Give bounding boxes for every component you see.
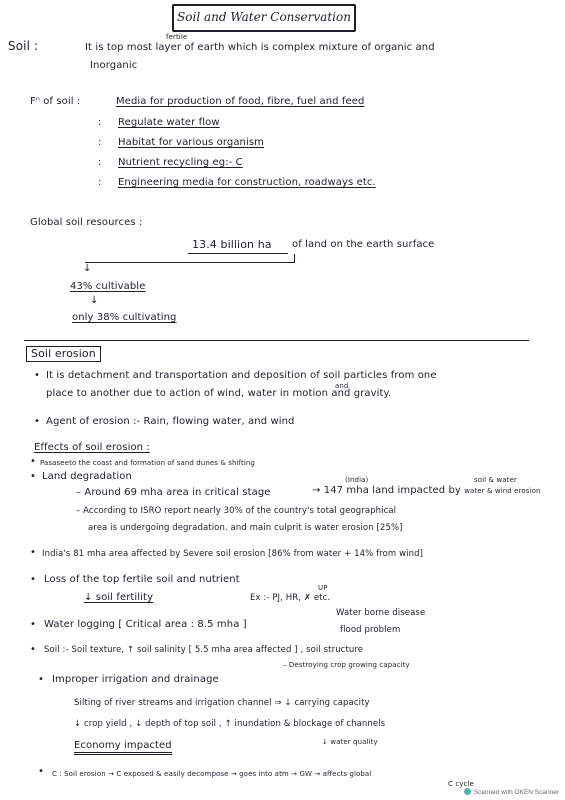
tree-branch-line (85, 262, 295, 263)
scanner-watermark (464, 788, 559, 796)
bullet-icon: • (34, 416, 40, 427)
effect-india-81mha: India's 81 mha area affected by Severe soil erosion [86% from water + 14% from wind] (42, 549, 423, 559)
function-item-3: Habitat for various organism (118, 137, 265, 148)
fertile-insert: fertile (166, 33, 188, 41)
bullet-icon: • (38, 674, 44, 685)
scanner-logo-icon (464, 788, 471, 795)
bullet-icon: • (30, 619, 36, 630)
effect-land-degradation: Land degradation (42, 471, 132, 482)
bullet-icon: • (30, 471, 36, 482)
effect-soil-fertility: ↓ soil fertility (84, 592, 154, 603)
bullet-icon: • (30, 644, 36, 655)
tree-stem-line (294, 254, 295, 263)
function-bullet: : (98, 177, 102, 188)
bullet-icon: • (30, 456, 36, 467)
bullet-icon: • (38, 766, 44, 777)
effect-critical-stage: – Around 69 mha area in critical stage (76, 487, 271, 498)
effect-water-borne: Water borne disease (336, 608, 426, 618)
effect-soil-texture: Soil :- Soil texture, ↑ soil salinity [ 5.5 mha area affected ] , soil structure (44, 645, 364, 655)
global-total-rest: of land on the earth surface (292, 239, 435, 250)
scanner-watermark-text: Scanned with OKEN Scanner (473, 789, 559, 796)
soil-definition-line-1 (85, 42, 435, 54)
down-arrow-icon: ↓ (90, 295, 99, 306)
global-cultivable: 43% cultivable (70, 281, 146, 292)
effect-isro-line-1: – According to ISRO report nearly 30% of the country's total geographical (76, 506, 397, 516)
function-item-4: Nutrient recycling eg:- C (118, 157, 243, 168)
function-bullet: : (98, 117, 102, 128)
india-insert: (India) (345, 476, 369, 484)
impacted-tail: water & wind erosion (464, 487, 541, 495)
effect-crop-capacity: – Destroying crop growing capacity (283, 661, 410, 669)
effect-crop-yield: ↓ crop yield , ↓ depth of top soil , ↑ inundation & blockage of channels (74, 719, 386, 729)
effect-water-quality: ↓ water quality (322, 738, 378, 746)
bullet-icon: • (30, 574, 36, 585)
effect-isro-line-2: area is undergoing degradation. and main culprit is water erosion [25%] (88, 523, 403, 533)
effect-coast: Pasaseeto the coast and formation of sand dunes & shifting (40, 459, 255, 467)
function-item-1: Media for production of food, fibre, fuel and feed (116, 96, 365, 107)
global-total: 13.4 billion ha (192, 238, 272, 251)
effect-improper-irrigation: Improper irrigation and drainage (52, 674, 219, 685)
function-bullet: : (98, 137, 102, 148)
erosion-definition-line-1: It is detachment and transportation and deposition of soil particles from one (46, 370, 437, 381)
effects-heading: Effects of soil erosion : (34, 442, 150, 453)
erosion-heading: Soil erosion (26, 346, 101, 362)
effect-carbon-cycle: C : Soil erosion → C exposed & easily decompose → goes into atm → GW → affects global (52, 770, 372, 778)
effect-flood: flood problem (340, 625, 401, 635)
functions-label: Fⁿ of soil : (30, 96, 81, 107)
soil-definition-line-2: Inorganic (90, 60, 138, 71)
above-and-insert: and (335, 382, 349, 390)
function-item-2: Regulate water flow (118, 117, 220, 128)
global-cultivating: only 38% cultivating (72, 312, 177, 323)
down-arrow-icon: ↓ (83, 263, 92, 274)
page-title: Soil and Water Conservation (172, 4, 356, 32)
effect-example-states: Ex :- PJ, HR, ✗ etc. (250, 593, 331, 603)
function-item-5: Engineering media for construction, roadways etc. (118, 177, 376, 188)
effect-loss-topsoil: Loss of the top fertile soil and nutrient (44, 574, 240, 585)
soil-definition-rest: layer of earth which is complex mixture of organic and (155, 42, 435, 53)
global-heading: Global soil resources : (30, 217, 143, 228)
erosion-definition-line-2: place to another due to action of wind, water in motion and gravity. (46, 388, 392, 399)
effect-silting: Silting of river streams and irrigation channel ⇒ ↓ carrying capacity (74, 698, 370, 708)
section-divider (24, 340, 529, 341)
function-bullet: : (98, 157, 102, 168)
up-insert: UP (318, 584, 328, 592)
soil-definition-start: It is top most (85, 42, 153, 53)
impacted-label: → 147 mha land impacted by (312, 485, 461, 496)
erosion-agents: Agent of erosion :- Rain, flowing water, and wind (46, 416, 295, 427)
effect-impacted (312, 485, 541, 497)
total-underline (188, 253, 288, 254)
soil-label: Soil : (8, 39, 39, 53)
effect-economy: Economy impacted (74, 740, 172, 755)
soil-water-insert: soil & water (474, 476, 517, 484)
effect-water-logging: Water logging [ Critical area : 8.5 mha ] (44, 619, 247, 630)
bullet-icon: • (30, 547, 36, 558)
effect-carbon-cycle-tail: C cycle (448, 780, 474, 788)
bullet-icon: • (34, 370, 40, 381)
